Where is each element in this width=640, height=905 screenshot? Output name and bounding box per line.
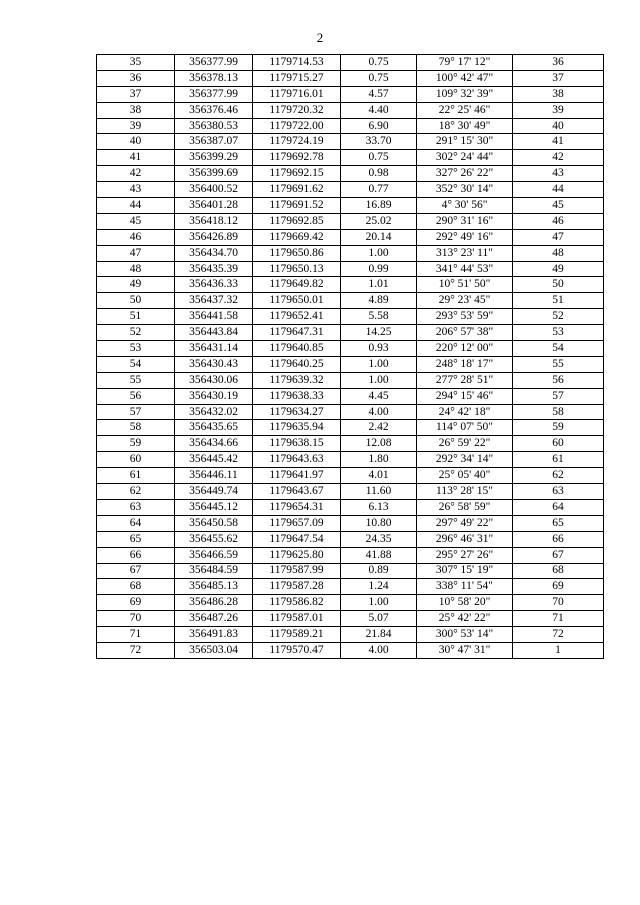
direction-angle-cell: 18° 30' 49" [417, 118, 513, 134]
next-point-number-cell: 39 [513, 102, 604, 118]
table-row [97, 499, 604, 515]
point-number-cell: 38 [97, 102, 175, 118]
direction-angle-cell: 277° 28' 51" [417, 372, 513, 388]
direction-angle-cell: 294° 15' 46" [417, 388, 513, 404]
x-coordinate-cell: 356400.52 [175, 182, 253, 198]
distance-cell: 21.84 [341, 627, 417, 643]
direction-angle-cell: 24° 42' 18" [417, 404, 513, 420]
direction-angle-cell: 25° 42' 22" [417, 611, 513, 627]
point-number-cell: 51 [97, 309, 175, 325]
y-coordinate-cell: 1179638.33 [253, 388, 341, 404]
point-number-cell: 63 [97, 499, 175, 515]
table-row [97, 356, 604, 372]
x-coordinate-cell: 356486.28 [175, 595, 253, 611]
table-row [97, 70, 604, 86]
direction-angle-cell: 29° 23' 45" [417, 293, 513, 309]
y-coordinate-cell: 1179650.13 [253, 261, 341, 277]
point-number-cell: 71 [97, 627, 175, 643]
distance-cell: 4.45 [341, 388, 417, 404]
direction-angle-cell: 296° 46' 31" [417, 531, 513, 547]
table-row [97, 198, 604, 214]
distance-cell: 14.25 [341, 325, 417, 341]
point-number-cell: 64 [97, 515, 175, 531]
next-point-number-cell: 58 [513, 404, 604, 420]
next-point-number-cell: 71 [513, 611, 604, 627]
y-coordinate-cell: 1179714.53 [253, 55, 341, 71]
x-coordinate-cell: 356445.42 [175, 452, 253, 468]
next-point-number-cell: 60 [513, 436, 604, 452]
point-number-cell: 37 [97, 86, 175, 102]
direction-angle-cell: 338° 11' 54" [417, 579, 513, 595]
point-number-cell: 59 [97, 436, 175, 452]
point-number-cell: 62 [97, 484, 175, 500]
direction-angle-cell: 248° 18' 17" [417, 356, 513, 372]
next-point-number-cell: 54 [513, 341, 604, 357]
y-coordinate-cell: 1179570.47 [253, 642, 341, 658]
next-point-number-cell: 63 [513, 484, 604, 500]
y-coordinate-cell: 1179720.32 [253, 102, 341, 118]
x-coordinate-cell: 356485.13 [175, 579, 253, 595]
direction-angle-cell: 109° 32' 39" [417, 86, 513, 102]
x-coordinate-cell: 356441.58 [175, 309, 253, 325]
y-coordinate-cell: 1179692.85 [253, 213, 341, 229]
direction-angle-cell: 291° 15' 30" [417, 134, 513, 150]
next-point-number-cell: 70 [513, 595, 604, 611]
y-coordinate-cell: 1179650.86 [253, 245, 341, 261]
y-coordinate-cell: 1179647.54 [253, 531, 341, 547]
distance-cell: 0.75 [341, 55, 417, 71]
y-coordinate-cell: 1179634.27 [253, 404, 341, 420]
point-number-cell: 40 [97, 134, 175, 150]
y-coordinate-cell: 1179716.01 [253, 86, 341, 102]
distance-cell: 4.00 [341, 642, 417, 658]
point-number-cell: 47 [97, 245, 175, 261]
point-number-cell: 66 [97, 547, 175, 563]
distance-cell: 0.98 [341, 166, 417, 182]
distance-cell: 1.00 [341, 595, 417, 611]
direction-angle-cell: 100° 42' 47" [417, 70, 513, 86]
distance-cell: 4.01 [341, 468, 417, 484]
point-number-cell: 70 [97, 611, 175, 627]
distance-cell: 16.89 [341, 198, 417, 214]
table-row [97, 134, 604, 150]
next-point-number-cell: 37 [513, 70, 604, 86]
table-row [97, 213, 604, 229]
point-number-cell: 56 [97, 388, 175, 404]
next-point-number-cell: 36 [513, 55, 604, 71]
table-row [97, 55, 604, 71]
point-number-cell: 68 [97, 579, 175, 595]
x-coordinate-cell: 356418.12 [175, 213, 253, 229]
x-coordinate-cell: 356387.07 [175, 134, 253, 150]
direction-angle-cell: 206° 57' 38" [417, 325, 513, 341]
next-point-number-cell: 66 [513, 531, 604, 547]
point-number-cell: 52 [97, 325, 175, 341]
distance-cell: 0.93 [341, 341, 417, 357]
next-point-number-cell: 51 [513, 293, 604, 309]
point-number-cell: 49 [97, 277, 175, 293]
distance-cell: 5.07 [341, 611, 417, 627]
table-row [97, 420, 604, 436]
table-row [97, 277, 604, 293]
distance-cell: 0.77 [341, 182, 417, 198]
table-row [97, 611, 604, 627]
x-coordinate-cell: 356430.19 [175, 388, 253, 404]
next-point-number-cell: 59 [513, 420, 604, 436]
x-coordinate-cell: 356401.28 [175, 198, 253, 214]
x-coordinate-cell: 356487.26 [175, 611, 253, 627]
point-number-cell: 53 [97, 341, 175, 357]
next-point-number-cell: 68 [513, 563, 604, 579]
next-point-number-cell: 40 [513, 118, 604, 134]
table-row [97, 102, 604, 118]
point-number-cell: 45 [97, 213, 175, 229]
y-coordinate-cell: 1179586.82 [253, 595, 341, 611]
y-coordinate-cell: 1179587.28 [253, 579, 341, 595]
table-row [97, 563, 604, 579]
distance-cell: 1.01 [341, 277, 417, 293]
x-coordinate-cell: 356380.53 [175, 118, 253, 134]
direction-angle-cell: 307° 15' 19" [417, 563, 513, 579]
next-point-number-cell: 52 [513, 309, 604, 325]
point-number-cell: 67 [97, 563, 175, 579]
x-coordinate-cell: 356503.04 [175, 642, 253, 658]
distance-cell: 1.00 [341, 245, 417, 261]
distance-cell: 6.13 [341, 499, 417, 515]
direction-angle-cell: 292° 49' 16" [417, 229, 513, 245]
y-coordinate-cell: 1179640.85 [253, 341, 341, 357]
x-coordinate-cell: 356399.29 [175, 150, 253, 166]
next-point-number-cell: 53 [513, 325, 604, 341]
table-row [97, 642, 604, 658]
next-point-number-cell: 1 [513, 642, 604, 658]
next-point-number-cell: 45 [513, 198, 604, 214]
point-number-cell: 43 [97, 182, 175, 198]
coordinates-table-body [97, 55, 604, 659]
table-row [97, 293, 604, 309]
x-coordinate-cell: 356430.06 [175, 372, 253, 388]
x-coordinate-cell: 356431.14 [175, 341, 253, 357]
point-number-cell: 69 [97, 595, 175, 611]
point-number-cell: 61 [97, 468, 175, 484]
direction-angle-cell: 30° 47' 31" [417, 642, 513, 658]
next-point-number-cell: 69 [513, 579, 604, 595]
distance-cell: 1.80 [341, 452, 417, 468]
table-row [97, 182, 604, 198]
table-row [97, 325, 604, 341]
next-point-number-cell: 55 [513, 356, 604, 372]
direction-angle-cell: 293° 53' 59" [417, 309, 513, 325]
next-point-number-cell: 48 [513, 245, 604, 261]
y-coordinate-cell: 1179643.63 [253, 452, 341, 468]
direction-angle-cell: 26° 58' 59" [417, 499, 513, 515]
table-row [97, 547, 604, 563]
point-number-cell: 42 [97, 166, 175, 182]
next-point-number-cell: 38 [513, 86, 604, 102]
distance-cell: 0.89 [341, 563, 417, 579]
y-coordinate-cell: 1179692.15 [253, 166, 341, 182]
x-coordinate-cell: 356430.43 [175, 356, 253, 372]
table-row [97, 468, 604, 484]
x-coordinate-cell: 356445.12 [175, 499, 253, 515]
direction-angle-cell: 220° 12' 00" [417, 341, 513, 357]
direction-angle-cell: 295° 27' 26" [417, 547, 513, 563]
y-coordinate-cell: 1179715.27 [253, 70, 341, 86]
y-coordinate-cell: 1179587.99 [253, 563, 341, 579]
distance-cell: 4.00 [341, 404, 417, 420]
next-point-number-cell: 44 [513, 182, 604, 198]
x-coordinate-cell: 356446.11 [175, 468, 253, 484]
table-row [97, 309, 604, 325]
y-coordinate-cell: 1179641.97 [253, 468, 341, 484]
next-point-number-cell: 65 [513, 515, 604, 531]
table-row [97, 229, 604, 245]
direction-angle-cell: 290° 31' 16" [417, 213, 513, 229]
table-row [97, 118, 604, 134]
table-row [97, 245, 604, 261]
distance-cell: 11.60 [341, 484, 417, 500]
x-coordinate-cell: 356436.33 [175, 277, 253, 293]
next-point-number-cell: 61 [513, 452, 604, 468]
point-number-cell: 55 [97, 372, 175, 388]
next-point-number-cell: 50 [513, 277, 604, 293]
y-coordinate-cell: 1179639.32 [253, 372, 341, 388]
table-row [97, 579, 604, 595]
direction-angle-cell: 25° 05' 40" [417, 468, 513, 484]
point-number-cell: 35 [97, 55, 175, 71]
next-point-number-cell: 42 [513, 150, 604, 166]
distance-cell: 41.88 [341, 547, 417, 563]
distance-cell: 0.75 [341, 70, 417, 86]
x-coordinate-cell: 356450.58 [175, 515, 253, 531]
y-coordinate-cell: 1179589.21 [253, 627, 341, 643]
distance-cell: 20.14 [341, 229, 417, 245]
distance-cell: 12.08 [341, 436, 417, 452]
y-coordinate-cell: 1179647.31 [253, 325, 341, 341]
x-coordinate-cell: 356466.59 [175, 547, 253, 563]
y-coordinate-cell: 1179650.01 [253, 293, 341, 309]
x-coordinate-cell: 356434.70 [175, 245, 253, 261]
x-coordinate-cell: 356491.83 [175, 627, 253, 643]
distance-cell: 4.57 [341, 86, 417, 102]
next-point-number-cell: 46 [513, 213, 604, 229]
distance-cell: 1.00 [341, 372, 417, 388]
y-coordinate-cell: 1179587.01 [253, 611, 341, 627]
x-coordinate-cell: 356443.84 [175, 325, 253, 341]
direction-angle-cell: 22° 25' 46" [417, 102, 513, 118]
direction-angle-cell: 10° 51' 50" [417, 277, 513, 293]
distance-cell: 1.00 [341, 356, 417, 372]
y-coordinate-cell: 1179692.78 [253, 150, 341, 166]
x-coordinate-cell: 356377.99 [175, 55, 253, 71]
x-coordinate-cell: 356449.74 [175, 484, 253, 500]
x-coordinate-cell: 356378.13 [175, 70, 253, 86]
y-coordinate-cell: 1179669.42 [253, 229, 341, 245]
table-row [97, 341, 604, 357]
point-number-cell: 60 [97, 452, 175, 468]
distance-cell: 33.70 [341, 134, 417, 150]
distance-cell: 0.99 [341, 261, 417, 277]
table-row [97, 261, 604, 277]
table-row [97, 627, 604, 643]
distance-cell: 2.42 [341, 420, 417, 436]
point-number-cell: 48 [97, 261, 175, 277]
table-row [97, 484, 604, 500]
x-coordinate-cell: 356376.46 [175, 102, 253, 118]
x-coordinate-cell: 356435.65 [175, 420, 253, 436]
direction-angle-cell: 313° 23' 11" [417, 245, 513, 261]
x-coordinate-cell: 356434.66 [175, 436, 253, 452]
x-coordinate-cell: 356437.32 [175, 293, 253, 309]
y-coordinate-cell: 1179691.62 [253, 182, 341, 198]
x-coordinate-cell: 356435.39 [175, 261, 253, 277]
x-coordinate-cell: 356455.62 [175, 531, 253, 547]
table-row [97, 388, 604, 404]
next-point-number-cell: 57 [513, 388, 604, 404]
y-coordinate-cell: 1179625.80 [253, 547, 341, 563]
direction-angle-cell: 26° 59' 22" [417, 436, 513, 452]
y-coordinate-cell: 1179654.31 [253, 499, 341, 515]
x-coordinate-cell: 356432.02 [175, 404, 253, 420]
point-number-cell: 54 [97, 356, 175, 372]
coordinates-table [96, 54, 604, 659]
x-coordinate-cell: 356377.99 [175, 86, 253, 102]
y-coordinate-cell: 1179640.25 [253, 356, 341, 372]
table-row [97, 166, 604, 182]
table-row [97, 531, 604, 547]
direction-angle-cell: 327° 26' 22" [417, 166, 513, 182]
y-coordinate-cell: 1179652.41 [253, 309, 341, 325]
next-point-number-cell: 64 [513, 499, 604, 515]
y-coordinate-cell: 1179649.82 [253, 277, 341, 293]
point-number-cell: 72 [97, 642, 175, 658]
distance-cell: 25.02 [341, 213, 417, 229]
next-point-number-cell: 47 [513, 229, 604, 245]
table-row [97, 404, 604, 420]
distance-cell: 6.90 [341, 118, 417, 134]
table-row [97, 86, 604, 102]
table-row [97, 372, 604, 388]
y-coordinate-cell: 1179635.94 [253, 420, 341, 436]
direction-angle-cell: 79° 17' 12" [417, 55, 513, 71]
next-point-number-cell: 67 [513, 547, 604, 563]
direction-angle-cell: 302° 24' 44" [417, 150, 513, 166]
distance-cell: 1.24 [341, 579, 417, 595]
point-number-cell: 41 [97, 150, 175, 166]
page-number: 2 [316, 30, 324, 45]
direction-angle-cell: 114° 07' 50" [417, 420, 513, 436]
table-row [97, 436, 604, 452]
point-number-cell: 46 [97, 229, 175, 245]
point-number-cell: 44 [97, 198, 175, 214]
distance-cell: 4.40 [341, 102, 417, 118]
y-coordinate-cell: 1179691.52 [253, 198, 341, 214]
x-coordinate-cell: 356399.69 [175, 166, 253, 182]
point-number-cell: 39 [97, 118, 175, 134]
direction-angle-cell: 341° 44' 53" [417, 261, 513, 277]
table-row [97, 150, 604, 166]
x-coordinate-cell: 356484.59 [175, 563, 253, 579]
point-number-cell: 65 [97, 531, 175, 547]
direction-angle-cell: 113° 28' 15" [417, 484, 513, 500]
distance-cell: 4.89 [341, 293, 417, 309]
point-number-cell: 57 [97, 404, 175, 420]
next-point-number-cell: 43 [513, 166, 604, 182]
distance-cell: 5.58 [341, 309, 417, 325]
y-coordinate-cell: 1179643.67 [253, 484, 341, 500]
direction-angle-cell: 4° 30' 56" [417, 198, 513, 214]
y-coordinate-cell: 1179638.15 [253, 436, 341, 452]
next-point-number-cell: 72 [513, 627, 604, 643]
table-row [97, 452, 604, 468]
distance-cell: 0.75 [341, 150, 417, 166]
direction-angle-cell: 352° 30' 14" [417, 182, 513, 198]
y-coordinate-cell: 1179724.19 [253, 134, 341, 150]
y-coordinate-cell: 1179657.09 [253, 515, 341, 531]
y-coordinate-cell: 1179722.00 [253, 118, 341, 134]
point-number-cell: 36 [97, 70, 175, 86]
next-point-number-cell: 49 [513, 261, 604, 277]
next-point-number-cell: 56 [513, 372, 604, 388]
next-point-number-cell: 62 [513, 468, 604, 484]
direction-angle-cell: 292° 34' 14" [417, 452, 513, 468]
x-coordinate-cell: 356426.89 [175, 229, 253, 245]
direction-angle-cell: 297° 49' 22" [417, 515, 513, 531]
point-number-cell: 50 [97, 293, 175, 309]
table-row [97, 595, 604, 611]
point-number-cell: 58 [97, 420, 175, 436]
distance-cell: 24.35 [341, 531, 417, 547]
direction-angle-cell: 300° 53' 14" [417, 627, 513, 643]
direction-angle-cell: 10° 58' 20" [417, 595, 513, 611]
table-row [97, 515, 604, 531]
next-point-number-cell: 41 [513, 134, 604, 150]
distance-cell: 10.80 [341, 515, 417, 531]
